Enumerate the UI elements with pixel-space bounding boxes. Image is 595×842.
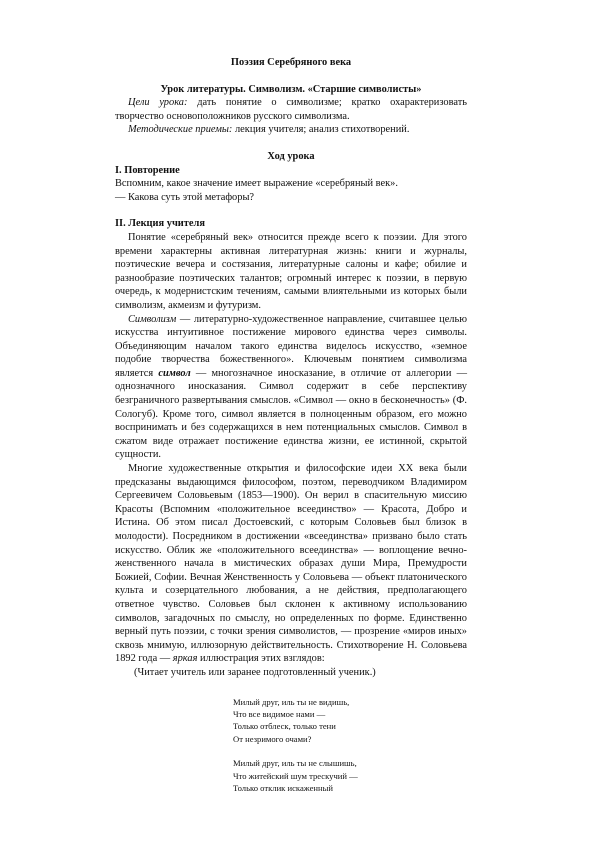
methods-label: Методические приемы:	[128, 124, 233, 136]
section-lecture-heading: II. Лекция учителя	[115, 218, 205, 230]
poem-line: От незримого очами?	[233, 733, 312, 744]
document-title: Поэзия Серебряного века	[230, 57, 352, 68]
course-heading: Ход урока	[267, 150, 315, 162]
methods-text: лекция учителя; анализ стихотворений.	[232, 124, 410, 136]
reading-note: (Читает учитель или заранее подготовленный ученик.)	[134, 666, 376, 678]
poem-line: Что житейский шум трескучий —	[233, 770, 358, 781]
lesson-goals	[115, 96, 467, 123]
poem-stanza-1	[233, 696, 467, 746]
symbolism-term: Символизм	[128, 313, 177, 325]
poem	[233, 696, 467, 795]
lesson-heading: Урок литературы. Символизм. «Старшие символисты»	[160, 83, 422, 95]
spacer	[115, 204, 467, 217]
poem-line: Только отблеск, только тени	[233, 721, 336, 732]
section-review-heading: I. Повторение	[115, 164, 180, 176]
emphasis-word: яркая	[172, 653, 198, 665]
lecture-paragraph-1: Понятие «серебряный век» относится прежде всего к поэзии. Для этого времени характерны активная литературная жизнь: книги и журналы, поэтические вечера и состязания, литературные салоны и кафе; обилие и разнообразие поэтических талантов; огромный интерес к поэзии, в первую очередь, к модернистским течениям, самыми влиятельными из которых были символизм, акмеизм и футуризм.	[115, 231, 467, 311]
review-line-1: Вспомним, какое значение имеет выражение «серебряный век».	[115, 178, 398, 190]
goals-label: Цели урока:	[128, 97, 188, 109]
document-body	[115, 56, 467, 806]
goals-text: дать понятие о символизме; кратко охарактеризовать творчество основоположников русского символизма.	[115, 97, 468, 122]
poem-line: Милый друг, иль ты не видишь,	[233, 696, 350, 707]
paragraph-3-text-b: иллюстрация этих взглядов:	[197, 653, 325, 665]
lecture-paragraph-2	[115, 313, 467, 463]
paragraph-2-text-a: — литературно-художественное направление, считавшее целью искусства интуитивное постижение мирового единства через символы. Объединяющим началом такого единства виделось искусство, «земное подобие творчества божественного». Ключевым понятием символизма является	[115, 313, 467, 379]
poem-line: Что все видимое нами —	[233, 708, 326, 719]
paragraph-2-text-b: — многозначное иносказание, в отличие от аллегории — однозначного иносказания. Символ содержит в себе перспективу безграничного развертывания смыслов. «Символ — окно в бесконечность» (Ф. Сологуб). Кроме того, символ является в полноценным образом, его можно воспринимать и без содержащихся в нем потенциальных смыслов. Символ в сжатом виде отражает постижение единства жизни, ее истинной, скрытой сущности.	[115, 367, 467, 461]
review-line-2: — Какова суть этой метафоры?	[115, 191, 255, 203]
poem-line: Только отклик искаженный	[233, 782, 333, 793]
paragraph-3-text-a: Многие художественные открытия и философские идеи XX века были предсказаны выдающимся философом, поэтом, переводчиком Владимиром Сергеевичем Соловьевым (1853—1900). Он верил в спасительную миссию Красоты (Вспомним «положительное всеединство» — Красота, Добро и Истина. Об этом писал Достоевский, с которым Соловьев был близок в молодости). Посредником в достижении «всеединства» призвано было стать искусство. Облик же «положительного всеединства» — воплощение вечно-женственного начала в мистических образах души Мира, Премудрости Божией, Софии. Вечная Женственность у Соловьева — объект платонического культа и созерцательного любования, а не действия, предполагающего ответное чувство. Соловьев был склонен к активному использованию символов, загадочных по смыслу, но определенных по форме. Единственно верный путь поэзии, с точки зрения символистов, — прозрение «миров иных» сквозь мнимую, иллюзорную действительность. Стихотворение Н. Соловьева 1892 года —	[115, 463, 467, 665]
poem-line: Милый друг, иль ты не слышишь,	[233, 758, 357, 769]
lesson-methods	[115, 123, 467, 137]
symbol-term: символ	[158, 367, 191, 379]
lecture-paragraph-3	[115, 462, 467, 666]
poem-stanza-2	[233, 757, 467, 794]
